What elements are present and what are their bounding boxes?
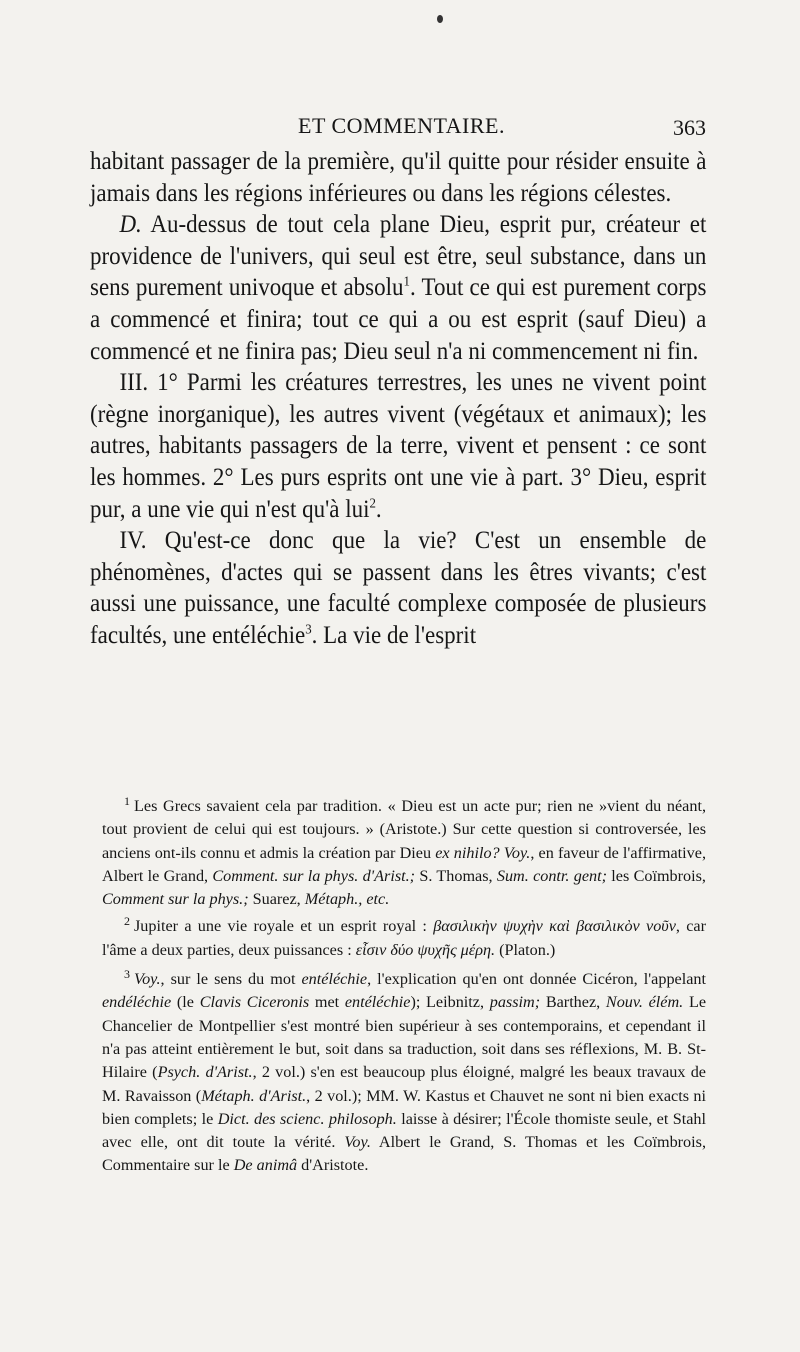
footnote-3-text: Le Chancelier de Montpellier s'est montré bien supérieur à ses contemporains, et cependant il n'a pas atteint entièrement le but, soit dans sa traduction, soit dans ses réflexions, M. B. St-Hilaire ( — [102, 993, 707, 1082]
footnote-1-italic: Comment. sur la phys. d'Arist.; — [212, 866, 416, 885]
footnote-1 — [102, 795, 706, 911]
footnote-1-text: S. Thomas, — [415, 866, 497, 885]
footnote-2-text: , car l'âme a deux parties, deux puissances : — [102, 917, 706, 959]
footnote-1-text: Les Grecs savaient cela par tradition. « Dieu est un acte pur; rien ne »vient du néant, tout provient de celui qui est toujours. » (Aristote.) Sur cette question si controversée, les anciens ont-ils connu et admis la création par Dieu — [102, 797, 706, 862]
footnote-3-text: , 2 vol.); MM. W. Kastus et Chauvet ne sont ni bien exacts ni bien complets; le — [102, 1086, 706, 1128]
footnote-3-italic: Dict. des scienc. philosoph. — [217, 1109, 397, 1128]
footnote-2-greek: εἶσιν δύο ψυχῆς μέρη. — [355, 940, 496, 959]
footnote-1-italic: Comment sur la phys.; — [102, 890, 249, 909]
footnote-3-italic: Métaph. d'Arist. — [201, 1086, 307, 1105]
footnote-1-italic: Sum. contr. gent; — [496, 866, 608, 885]
paragraph-3-tail: . — [375, 495, 382, 523]
footnote-3-text: ); Leibnitz, — [410, 993, 490, 1012]
footnote-2-greek: βασιλικὴν ψυχὴν καὶ βασιλικὸν νοῦν — [433, 917, 676, 936]
footnote-3-text: d'Aristote. — [297, 1156, 369, 1175]
footnote-1-number: 1 — [124, 793, 130, 808]
footnote-3 — [102, 968, 706, 1178]
page-header — [90, 113, 706, 143]
footnote-3-italic: Voy. — [344, 1133, 371, 1152]
footnote-3-italic: Voy. — [134, 970, 161, 989]
footnote-1-italic: Métaph., etc. — [304, 890, 390, 909]
footnote-2-text: Jupiter a une vie royale et un esprit royal : — [134, 917, 434, 936]
paragraph-4-tail: . La vie de l'esprit — [311, 621, 477, 649]
ink-speck — [437, 15, 443, 23]
footnotes — [102, 795, 706, 1182]
footnote-3-italic: endéléchie — [102, 993, 172, 1012]
footnote-2 — [102, 915, 706, 962]
footnote-ref-1: 1 — [403, 275, 410, 291]
footnote-3-number: 3 — [124, 966, 130, 981]
paragraph-2 — [90, 209, 706, 367]
paragraph-4-text: IV. Qu'est-ce donc que la vie? C'est un ensemble de phénomènes, d'actes qui se passent dans les êtres vivants; c'est aussi une puissance, une faculté complexe composée de plusieurs facultés, une entéléchie — [90, 527, 707, 649]
footnote-3-text: laisse à désirer; l'École thomiste seule, et Stahl avec elle, ont dit toute la vérité. — [102, 1109, 706, 1152]
section-label-d: D. — [119, 211, 142, 239]
footnote-3-italic: Nouv. élém. — [605, 993, 684, 1012]
footnote-3-text: Barthez, — [540, 993, 606, 1012]
footnote-ref-2: 2 — [369, 496, 376, 512]
footnote-3-italic: Psych. d'Arist. — [157, 1063, 253, 1082]
footnote-3-italic: entéléchie — [344, 993, 411, 1012]
footnote-3-italic: entéléchie — [301, 970, 368, 989]
paragraph-3-text: III. 1° Parmi les créatures terrestres, les unes ne vivent point (règne inorganique), les autres vivent (végétaux et animaux); les autres, habitants passagers de la terre, vivent et pensent : ce sont les hommes. 2° Les purs esprits ont une vie à part. 3° Dieu, esprit pur, a une vie qui n'est qu'à lui — [90, 369, 707, 523]
footnote-3-italic: Clavis Ciceronis — [199, 993, 310, 1012]
paragraph-4 — [90, 525, 706, 651]
paragraph-2-tail: . Tout ce qui est purement corps a commencé et finira; tout ce qui a ou est esprit (sauf Dieu) a commencé et ne finira pas; Dieu seul n'a ni commencement ni fin. — [90, 274, 707, 365]
paragraph-1-text: habitant passager de la première, qu'il quitte pour résider ensuite à jamais dans les régions inférieures ou dans les régions célestes. — [90, 148, 707, 207]
footnote-2-text: (Platon.) — [495, 940, 556, 959]
footnote-1-text: les Coïmbrois, — [607, 866, 706, 885]
paragraph-3 — [90, 367, 706, 525]
footnote-3-italic: passim; — [489, 993, 541, 1012]
footnote-3-text: met — [309, 993, 345, 1012]
paragraph-1 — [90, 146, 706, 209]
paragraph-2-text: Au-dessus de tout cela plane Dieu, esprit pur, créateur et providence de l'univers, qui seul est être, seul substance, dans un sens purement univoque et absolu — [90, 211, 707, 302]
running-title: ET COMMENTAIRE. — [298, 113, 505, 138]
footnote-3-text: (le — [171, 993, 200, 1012]
footnote-3-text: , l'explication qu'en ont donnée Cicéron, l'appelant — [367, 970, 706, 989]
footnote-3-text: Albert le Grand, S. Thomas et les Coïmbrois, Commentaire sur le — [102, 1133, 706, 1175]
footnote-1-italic: ex nihilo? Voy. — [435, 843, 531, 862]
footnote-2-number: 2 — [124, 914, 130, 929]
footnote-3-italic: De animâ — [233, 1156, 298, 1175]
footnote-3-text: , 2 vol.) s'en est beaucoup plus éloigné, malgré les beaux travaux de M. Ravaisson ( — [102, 1063, 706, 1105]
main-text — [90, 146, 706, 652]
footnote-3-text: , sur le sens du mot — [160, 970, 302, 989]
footnote-1-text: Suarez, — [248, 890, 305, 909]
footnote-ref-3: 3 — [305, 622, 312, 638]
footnote-1-text: , en faveur de l'affirmative, Albert le Grand, — [102, 843, 706, 885]
page-number: 363 — [673, 115, 706, 140]
